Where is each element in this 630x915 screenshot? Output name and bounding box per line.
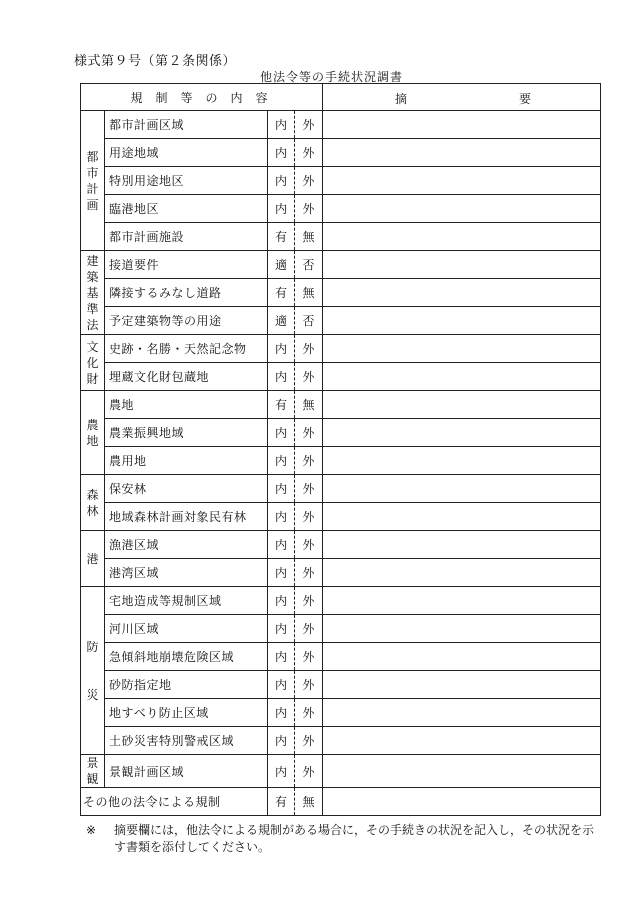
header-summary-char-2: 要 [519, 92, 532, 106]
status-option-b[interactable]: 外 [295, 139, 323, 167]
category-char: 築 [86, 269, 99, 284]
summary-field[interactable] [323, 111, 601, 139]
status-option-a[interactable]: 内 [268, 615, 295, 643]
status-option-a[interactable]: 内 [268, 363, 295, 391]
summary-field[interactable] [323, 279, 601, 307]
header-summary-char-1: 摘 [395, 92, 408, 106]
regulation-item: 特別用途地区 [105, 167, 268, 195]
regulation-item: 隣接するみなし道路 [105, 279, 268, 307]
status-option-a[interactable]: 内 [268, 755, 295, 788]
table-row [81, 475, 601, 503]
regulation-item: 河川区域 [105, 615, 268, 643]
regulation-item: 地すべり防止区域 [105, 699, 268, 727]
status-option-b[interactable]: 否 [295, 251, 323, 279]
table-header-row [81, 84, 601, 111]
summary-field[interactable] [323, 788, 601, 816]
category-cell [81, 475, 105, 531]
table-row [81, 251, 601, 279]
regulation-item: 漁港区域 [105, 531, 268, 559]
table-row [81, 419, 601, 447]
category-char: 地 [86, 433, 99, 448]
table-row [81, 559, 601, 587]
status-option-b[interactable]: 外 [295, 335, 323, 363]
summary-field[interactable] [323, 727, 601, 755]
table-row [81, 727, 601, 755]
status-option-a[interactable]: 内 [268, 671, 295, 699]
category-char: 港 [86, 551, 99, 566]
status-option-b[interactable]: 外 [295, 699, 323, 727]
summary-field[interactable] [323, 755, 601, 788]
other-regulation-item: その他の法令による規制 [81, 788, 268, 816]
status-option-b[interactable]: 外 [295, 195, 323, 223]
category-char: 計 [86, 181, 99, 196]
table-row [81, 391, 601, 419]
category-char: 林 [86, 503, 99, 518]
category-char: 観 [86, 772, 99, 786]
summary-field[interactable] [323, 167, 601, 195]
category-char: 景 [86, 756, 99, 770]
status-option-b[interactable]: 外 [295, 503, 323, 531]
table-row [81, 615, 601, 643]
category-char: 災 [86, 687, 99, 702]
category-char: 防 [86, 639, 99, 654]
status-option-a[interactable]: 内 [268, 587, 295, 615]
regulation-item: 都市計画区域 [105, 111, 268, 139]
category-char: 法 [86, 317, 99, 332]
status-option-b[interactable]: 外 [295, 615, 323, 643]
summary-field[interactable] [323, 195, 601, 223]
status-option-b[interactable]: 外 [295, 755, 323, 788]
category-char: 都 [86, 149, 99, 164]
status-option-b[interactable]: 外 [295, 531, 323, 559]
summary-field[interactable] [323, 139, 601, 167]
table-row [81, 671, 601, 699]
status-option-a[interactable]: 適 [268, 307, 295, 335]
status-option-b[interactable]: 外 [295, 587, 323, 615]
table-row [81, 363, 601, 391]
regulation-item: 保安林 [105, 475, 268, 503]
category-char: 基 [86, 285, 99, 300]
status-option-a[interactable]: 内 [268, 559, 295, 587]
summary-field[interactable] [323, 503, 601, 531]
regulation-item: 港湾区域 [105, 559, 268, 587]
status-option-a[interactable]: 適 [268, 251, 295, 279]
table-row [81, 699, 601, 727]
status-option-a[interactable]: 内 [268, 727, 295, 755]
status-option-a[interactable]: 内 [268, 475, 295, 503]
status-option-b[interactable]: 外 [295, 559, 323, 587]
summary-field[interactable] [323, 671, 601, 699]
regulation-item: 景観計画区域 [105, 755, 268, 788]
category-char: 化 [86, 355, 99, 370]
category-cell [81, 531, 105, 587]
status-option-a[interactable]: 有 [268, 391, 295, 419]
status-option-b[interactable]: 無 [295, 279, 323, 307]
category-char: 準 [86, 301, 99, 316]
category-cell [81, 755, 105, 788]
summary-field[interactable] [323, 699, 601, 727]
table-row [81, 587, 601, 615]
summary-field[interactable] [323, 419, 601, 447]
status-option-a[interactable]: 内 [268, 195, 295, 223]
category-char: 画 [86, 197, 99, 212]
regulation-item: 農業振興地域 [105, 419, 268, 447]
footnote-mark: ※ [86, 823, 97, 837]
table-row [81, 531, 601, 559]
status-option-a[interactable]: 内 [268, 643, 295, 671]
status-option-a[interactable]: 内 [268, 139, 295, 167]
status-option-b[interactable]: 否 [295, 307, 323, 335]
table-row [81, 279, 601, 307]
regulation-item: 地域森林計画対象民有林 [105, 503, 268, 531]
status-option-b[interactable]: 外 [295, 475, 323, 503]
summary-field[interactable] [323, 251, 601, 279]
table-row [81, 307, 601, 335]
header-summary [323, 84, 601, 111]
category-cell [81, 391, 105, 475]
status-option-b[interactable]: 無 [295, 223, 323, 251]
regulation-item: 都市計画施設 [105, 223, 268, 251]
category-char [81, 655, 104, 671]
summary-field[interactable] [323, 559, 601, 587]
table-row [81, 111, 601, 139]
table-row-other [81, 788, 601, 816]
status-option-a[interactable]: 内 [268, 531, 295, 559]
regulation-item: 接道要件 [105, 251, 268, 279]
category-cell [81, 111, 105, 251]
status-option-a[interactable]: 内 [268, 111, 295, 139]
summary-field[interactable] [323, 307, 601, 335]
status-option-a[interactable]: 内 [268, 335, 295, 363]
regulation-item: 土砂災害特別警戒区域 [105, 727, 268, 755]
category-char: 森 [86, 487, 99, 502]
summary-field[interactable] [323, 587, 601, 615]
table-row [81, 447, 601, 475]
footnote-text: 摘要欄には，他法令による規制がある場合に，その手続きの状況を記入し，その状況を示す書類を添付してください。 [114, 823, 595, 854]
table-row [81, 335, 601, 363]
procedure-status-table [80, 83, 601, 816]
summary-field[interactable] [323, 447, 601, 475]
table-row [81, 223, 601, 251]
regulation-item: 予定建築物等の用途 [105, 307, 268, 335]
status-option-b[interactable]: 外 [295, 111, 323, 139]
status-option-a[interactable]: 内 [268, 419, 295, 447]
summary-field[interactable] [323, 531, 601, 559]
category-char: 財 [86, 371, 99, 386]
status-option-b[interactable]: 無 [295, 391, 323, 419]
table-row [81, 755, 601, 788]
status-option-b[interactable]: 外 [295, 727, 323, 755]
category-char: 農 [86, 417, 99, 432]
status-option-b[interactable]: 外 [295, 363, 323, 391]
regulation-item: 臨港地区 [105, 195, 268, 223]
summary-field[interactable] [323, 363, 601, 391]
table-row [81, 503, 601, 531]
status-option-a[interactable]: 有 [268, 223, 295, 251]
regulation-item: 埋蔵文化財包蔵地 [105, 363, 268, 391]
category-char: 市 [86, 165, 99, 180]
status-option-a[interactable]: 有 [268, 788, 295, 816]
summary-field[interactable] [323, 391, 601, 419]
status-option-a[interactable]: 内 [268, 503, 295, 531]
regulation-item: 急傾斜地崩壊危険区域 [105, 643, 268, 671]
category-cell [81, 587, 105, 755]
status-option-a[interactable]: 内 [268, 447, 295, 475]
category-cell [81, 251, 105, 335]
category-char: 建 [86, 253, 99, 268]
form-number: 様式第９号（第２条関係） [74, 54, 237, 69]
status-option-b[interactable]: 外 [295, 643, 323, 671]
status-option-b[interactable]: 外 [295, 167, 323, 195]
status-option-a[interactable]: 有 [268, 279, 295, 307]
summary-field[interactable] [323, 475, 601, 503]
table-row [81, 643, 601, 671]
summary-field[interactable] [323, 643, 601, 671]
summary-field[interactable] [323, 615, 601, 643]
status-option-b[interactable]: 外 [295, 419, 323, 447]
header-regulation-content: 規制等の内容 [81, 84, 323, 111]
status-option-a[interactable]: 内 [268, 699, 295, 727]
category-char [81, 671, 104, 687]
category-char: 文 [86, 339, 99, 354]
category-cell [81, 335, 105, 391]
status-option-b[interactable]: 外 [295, 447, 323, 475]
regulation-item: 農地 [105, 391, 268, 419]
summary-field[interactable] [323, 223, 601, 251]
regulation-item: 砂防指定地 [105, 671, 268, 699]
summary-field[interactable] [323, 335, 601, 363]
regulation-item: 史跡・名勝・天然記念物 [105, 335, 268, 363]
regulation-item: 宅地造成等規制区域 [105, 587, 268, 615]
table-row [81, 139, 601, 167]
table-row [81, 195, 601, 223]
table-row [81, 167, 601, 195]
regulation-item: 用途地域 [105, 139, 268, 167]
status-option-b[interactable]: 外 [295, 671, 323, 699]
status-option-a[interactable]: 内 [268, 167, 295, 195]
regulation-item: 農用地 [105, 447, 268, 475]
document-title: 他法令等の手続状況調書 [260, 70, 404, 84]
status-option-b[interactable]: 無 [295, 788, 323, 816]
